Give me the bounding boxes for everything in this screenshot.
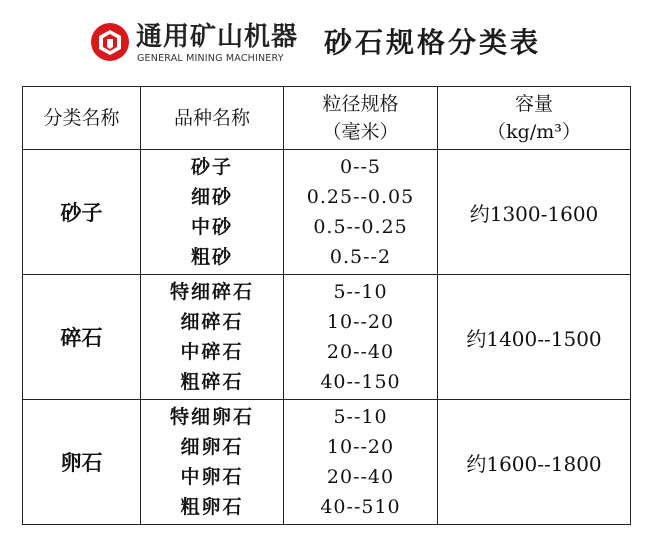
variety-item: 细卵石 — [180, 436, 244, 458]
variety-cell — [141, 400, 284, 525]
header-capacity-unit: （kg/m³） — [487, 121, 581, 143]
page-header — [0, 0, 651, 80]
table-row — [23, 275, 631, 400]
size-item: 0.25--0.05 — [306, 186, 415, 208]
header-size-unit: （毫米） — [322, 121, 399, 143]
header-category: 分类名称 — [23, 87, 141, 150]
document-title: 砂石规格分类表 — [324, 26, 542, 59]
header-capacity-title: 容量 — [514, 93, 553, 115]
variety-item: 中卵石 — [180, 466, 244, 488]
brand-name-english: GENERAL MINING MACHINERY — [137, 53, 284, 64]
size-item: 20--40 — [326, 466, 395, 488]
size-item: 20--40 — [326, 341, 395, 363]
category-cell: 卵石 — [23, 400, 141, 525]
category-cell: 砂子 — [23, 150, 141, 275]
size-item: 40--150 — [320, 371, 401, 393]
variety-item: 中碎石 — [180, 341, 244, 363]
table-row — [23, 150, 631, 275]
company-logo-icon — [90, 22, 130, 62]
variety-item: 砂子 — [190, 156, 233, 178]
header-size-title: 粒径规格 — [322, 93, 399, 115]
specification-table — [22, 86, 631, 525]
capacity-cell: 约1400--1500 — [438, 275, 631, 400]
size-item: 0.5--0.25 — [313, 216, 408, 238]
size-item: 10--20 — [326, 311, 395, 333]
size-item: 0.5--2 — [329, 246, 392, 268]
variety-cell — [141, 275, 284, 400]
size-cell — [284, 400, 438, 525]
capacity-cell: 约1600--1800 — [438, 400, 631, 525]
capacity-cell: 约1300-1600 — [438, 150, 631, 275]
size-item: 40--510 — [320, 496, 401, 518]
header-capacity — [438, 87, 631, 150]
variety-item: 细碎石 — [180, 311, 244, 333]
size-item: 5--10 — [333, 281, 388, 303]
brand-name-chinese: 通用矿山机器 — [136, 22, 299, 52]
variety-item: 粗砂 — [190, 246, 233, 268]
table-header-row — [23, 87, 631, 150]
variety-item: 细砂 — [190, 186, 233, 208]
header-size — [284, 87, 438, 150]
variety-cell — [141, 150, 284, 275]
variety-item: 粗卵石 — [180, 496, 244, 518]
size-cell — [284, 150, 438, 275]
variety-item: 特细卵石 — [169, 406, 254, 428]
header-variety: 品种名称 — [141, 87, 284, 150]
size-item: 5--10 — [333, 406, 388, 428]
category-cell: 碎石 — [23, 275, 141, 400]
size-item: 10--20 — [326, 436, 395, 458]
variety-item: 粗碎石 — [180, 371, 244, 393]
variety-item: 特细碎石 — [169, 281, 254, 303]
table-row — [23, 400, 631, 525]
size-item: 0--5 — [339, 156, 382, 178]
size-cell — [284, 275, 438, 400]
variety-item: 中砂 — [190, 216, 233, 238]
